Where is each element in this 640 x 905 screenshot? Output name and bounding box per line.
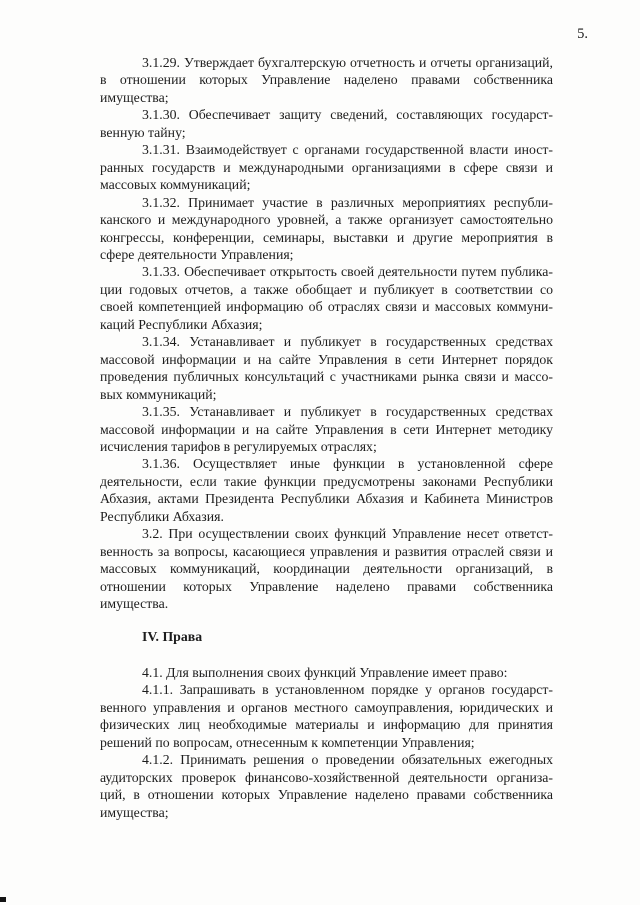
section-heading xyxy=(100,628,553,645)
text-line: 3.1.34. Устанавливает и публикует в государственных средствах xyxy=(142,334,553,350)
text-line: венную тайну; xyxy=(100,124,186,140)
text-line: имущества; xyxy=(100,804,169,820)
text-line: 3.1.31. Взаимодействует с органами государственной власти иност- xyxy=(142,142,553,158)
text-line: массовой информации и на сайте Управления в сети Интернет методику xyxy=(100,421,553,437)
text-line: 3.1.35. Устанавливает и публикует в государственных средствах xyxy=(142,404,553,420)
text-line: ций, в отношении которых Управление наделено правами собственника xyxy=(100,787,553,803)
paragraph xyxy=(100,194,553,264)
text-line: массовых коммуникаций, координации деятельности организаций, в xyxy=(100,561,553,577)
text-line: проведения публичных консультаций с участниками рынка связи и массо- xyxy=(100,369,553,385)
text-line: своей компетенцией информацию об отраслях связи и массовых коммуни- xyxy=(100,299,553,315)
text-line: конгрессы, конференции, семинары, выставки и другие мероприятия в xyxy=(100,229,553,245)
text-line: имущества; xyxy=(100,89,169,105)
text-line: 3.1.29. Утверждает бухгалтерскую отчетность и отчеты организаций, xyxy=(142,55,553,70)
document-content xyxy=(100,54,553,821)
text-line: исчисления тарифов в регулируемых отраслях; xyxy=(100,438,377,454)
text-line: решений по вопросам, отнесенным к компетенции Управления; xyxy=(100,734,475,750)
text-line: аудиторских проверок финансово-хозяйственной деятельности организа- xyxy=(100,769,553,785)
text-line: физических лиц необходимые материалы и информацию для принятия xyxy=(100,717,553,733)
text-line: 3.2. При осуществлении своих функций Управление несет ответст- xyxy=(142,526,553,542)
text-line: 3.1.33. Обеспечивает открытость своей деятельности путем публика- xyxy=(142,264,553,280)
text-line: Республики Абхазия. xyxy=(100,508,224,524)
paragraph xyxy=(100,263,553,333)
text-line: имущества. xyxy=(100,596,169,612)
paragraph xyxy=(100,664,553,681)
paragraph xyxy=(100,54,553,106)
text-line: в отношении которых Управление наделено правами собственника xyxy=(100,72,553,88)
paragraph xyxy=(100,455,553,525)
text-line: ции годовых отчетов, а также обобщает и публикует в соответствии со xyxy=(100,281,553,297)
text-line: 4.1.1. Запрашивать в установленном порядке у органов государст- xyxy=(142,682,553,698)
paragraph xyxy=(100,751,553,821)
text-line: 4.1.2. Принимать решения о проведении обязательных ежегодных xyxy=(142,752,553,768)
text-line: массовых коммуникаций; xyxy=(100,177,251,193)
scan-artifact-mark xyxy=(0,897,6,902)
paragraph xyxy=(100,141,553,193)
text-line: Абхазия, актами Президента Республики Абхазия и Кабинета Министров xyxy=(100,491,553,507)
text-line: деятельности, если такие функции предусмотрены законами Республики xyxy=(100,473,553,489)
text-line: 3.1.36. Осуществляет иные функции в установленной сфере xyxy=(142,456,553,472)
paragraph xyxy=(100,106,553,141)
text-line: ранных государств и международными организациями в сфере связи и xyxy=(100,159,553,175)
paragraph xyxy=(100,403,553,455)
text-line: венность за вопросы, касающиеся управления и развития отраслей связи и xyxy=(100,543,553,559)
paragraph xyxy=(100,525,553,612)
text-line: IV. Права xyxy=(142,628,203,644)
page-number: 5. xyxy=(577,26,588,42)
text-line: 4.1. Для выполнения своих функций Управление имеет право: xyxy=(142,664,508,680)
text-line: массовой информации и на сайте Управления в сети Интернет порядок xyxy=(100,351,553,367)
text-line: каций Республики Абхазия; xyxy=(100,316,263,332)
text-line: сфере деятельности Управления; xyxy=(100,246,294,262)
text-line: 3.1.32. Принимает участие в различных мероприятиях республи- xyxy=(142,194,553,210)
paragraph xyxy=(100,333,553,403)
text-line: отношении которых Управление наделено правами собственника xyxy=(100,578,553,594)
paragraph xyxy=(100,681,553,751)
text-line: 3.1.30. Обеспечивает защиту сведений, составляющих государст- xyxy=(142,107,553,123)
text-line: венного управления и органов местного самоуправления, юридических и xyxy=(100,699,553,715)
text-line: вых коммуникаций; xyxy=(100,386,217,402)
text-line: канского и международного уровней, а также организует самостоятельно xyxy=(100,212,553,228)
